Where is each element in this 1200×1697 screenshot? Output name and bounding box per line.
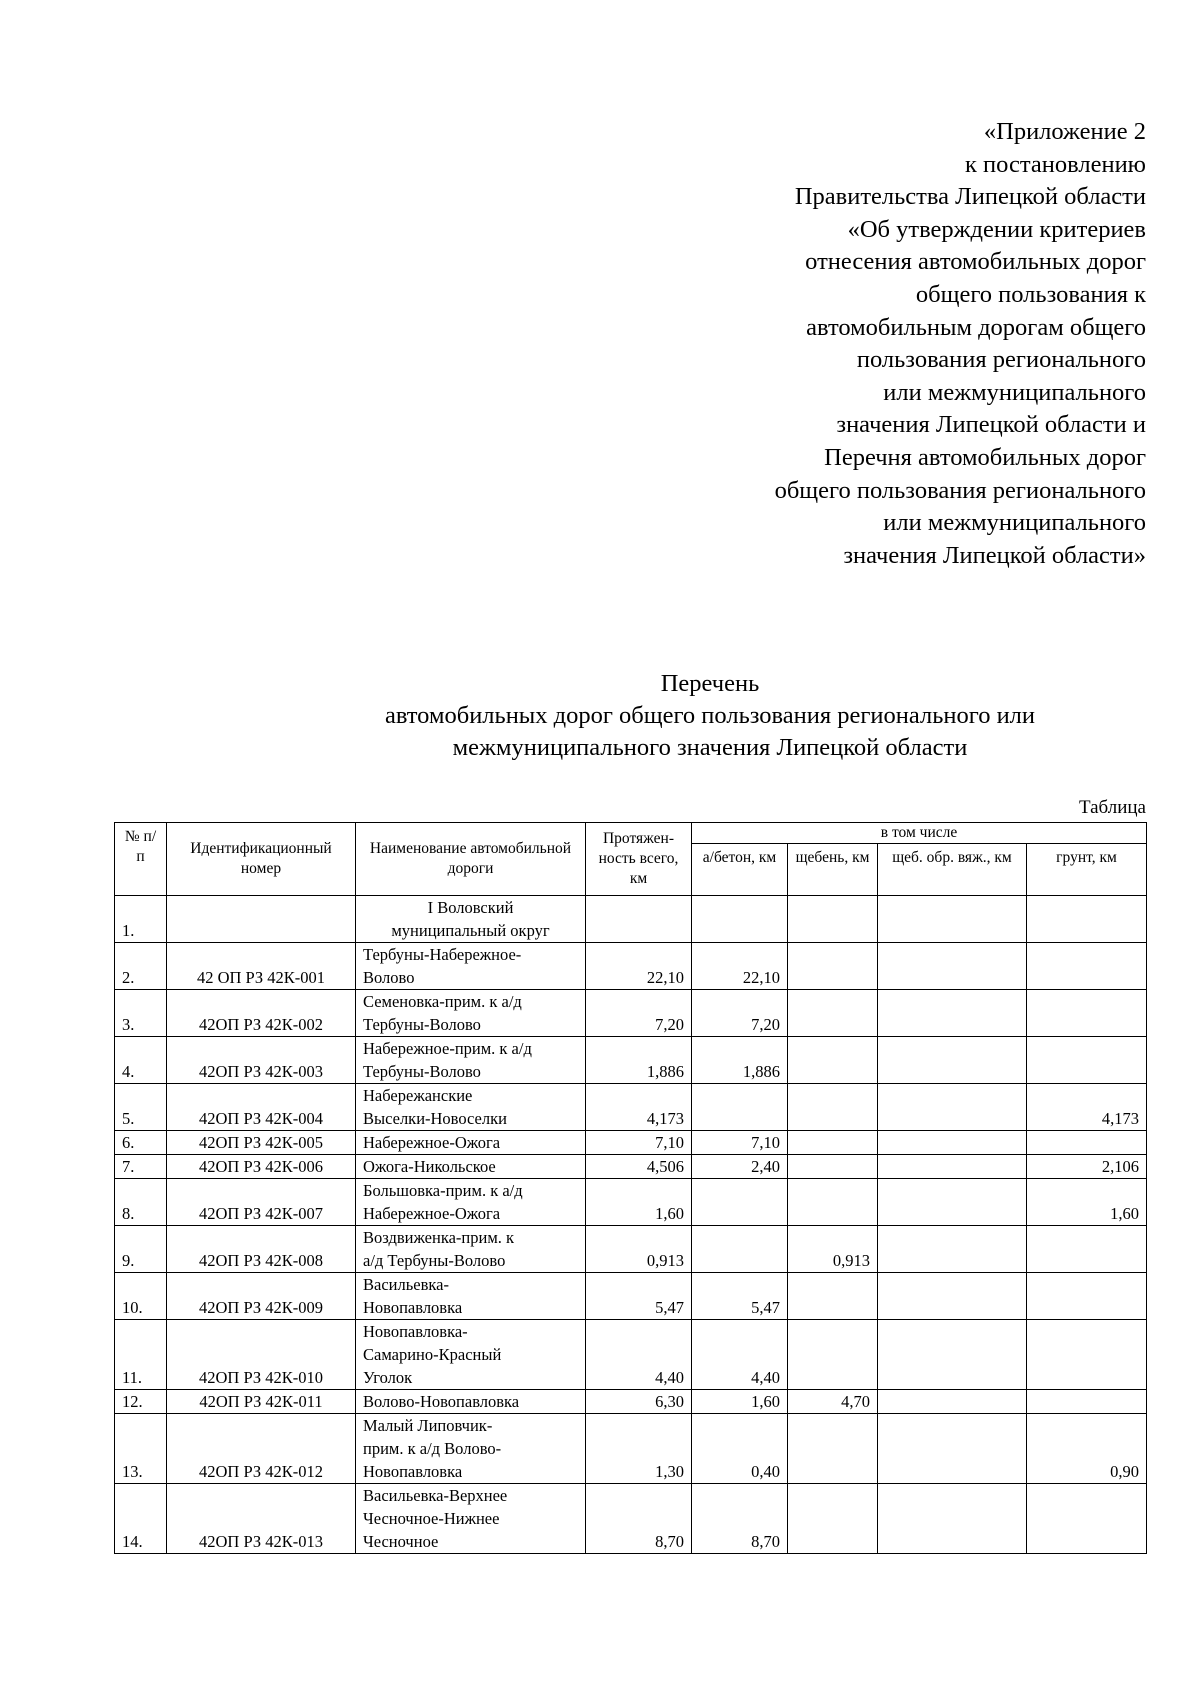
row-treated: [878, 943, 1027, 990]
appendix-line: пользования регионального: [856, 346, 1146, 374]
table-row: [115, 1226, 1147, 1273]
row-number: 13.: [115, 1414, 167, 1484]
row-length: [586, 896, 692, 943]
row-gravel: [788, 1273, 878, 1320]
row-treated: [878, 1179, 1027, 1226]
title-line-3: межмуниципального значения Липецкой области: [452, 734, 968, 761]
row-road-name: [356, 1414, 586, 1484]
row-id: 42ОП РЗ 42К-003: [167, 1037, 356, 1084]
appendix-line: общего пользования к: [915, 280, 1146, 308]
row-number: 8.: [115, 1179, 167, 1226]
road-name-line: I Воловский: [427, 898, 514, 917]
row-id: 42ОП РЗ 42К-009: [167, 1273, 356, 1320]
row-road-name: [356, 990, 586, 1037]
row-gravel: [788, 943, 878, 990]
row-length: 7,20: [586, 990, 692, 1037]
row-soil: [1027, 990, 1147, 1037]
row-treated: [878, 1131, 1027, 1155]
header-asphalt: а/бетон, км: [692, 844, 788, 896]
road-name-line: прим. к а/д Волово-: [363, 1439, 502, 1458]
table-row: [115, 1320, 1147, 1390]
table-row: [115, 1155, 1147, 1179]
appendix-line: значения Липецкой области»: [843, 541, 1146, 569]
header-soil: грунт, км: [1027, 844, 1147, 896]
table-row: [115, 1179, 1147, 1226]
appendix-line: отнесения автомобильных дорог: [805, 248, 1146, 276]
road-name-line: Чесночное: [363, 1532, 439, 1551]
appendix-line: значения Липецкой области и: [836, 411, 1146, 439]
table-row: [115, 1414, 1147, 1484]
row-id: 42ОП РЗ 42К-011: [167, 1390, 356, 1414]
road-name-line: Ожога-Никольское: [363, 1157, 496, 1176]
row-road-name: [356, 1226, 586, 1273]
row-gravel: [788, 990, 878, 1037]
road-name-line: Тербуны-Набережное-: [363, 945, 522, 964]
row-gravel: [788, 1084, 878, 1131]
road-name-line: Тербуны-Волово: [363, 1062, 481, 1081]
road-name-line: Васильевка-: [363, 1275, 449, 1294]
row-soil: 4,173: [1027, 1084, 1147, 1131]
row-treated: [878, 1084, 1027, 1131]
row-gravel: [788, 1320, 878, 1390]
road-name-line: Тербуны-Волово: [363, 1015, 481, 1034]
row-id: 42ОП РЗ 42К-010: [167, 1320, 356, 1390]
row-number: 2.: [115, 943, 167, 990]
row-asphalt: [692, 1084, 788, 1131]
road-name-line: Самарино-Красный: [363, 1345, 502, 1364]
row-id: 42ОП РЗ 42К-008: [167, 1226, 356, 1273]
row-treated: [878, 896, 1027, 943]
header-gravel: щебень, км: [788, 844, 878, 896]
appendix-line: к постановлению: [965, 150, 1146, 178]
row-asphalt: 8,70: [692, 1484, 788, 1554]
header-id: Идентификационный номер: [167, 823, 356, 896]
road-name-line: а/д Тербуны-Волово: [363, 1251, 506, 1270]
row-asphalt: 5,47: [692, 1273, 788, 1320]
row-length: 4,506: [586, 1155, 692, 1179]
row-soil: [1027, 1320, 1147, 1390]
row-asphalt: 1,60: [692, 1390, 788, 1414]
row-asphalt: 7,10: [692, 1131, 788, 1155]
row-id: 42ОП РЗ 42К-012: [167, 1414, 356, 1484]
row-soil: [1027, 896, 1147, 943]
row-treated: [878, 1484, 1027, 1554]
road-name-line: Большовка-прим. к а/д: [363, 1181, 523, 1200]
row-treated: [878, 1273, 1027, 1320]
row-gravel: [788, 1414, 878, 1484]
row-length: 1,886: [586, 1037, 692, 1084]
row-treated: [878, 990, 1027, 1037]
row-number: 9.: [115, 1226, 167, 1273]
row-soil: 2,106: [1027, 1155, 1147, 1179]
row-length: 0,913: [586, 1226, 692, 1273]
row-soil: [1027, 943, 1147, 990]
row-gravel: [788, 1484, 878, 1554]
row-number: 10.: [115, 1273, 167, 1320]
row-soil: [1027, 1037, 1147, 1084]
row-asphalt: 2,40: [692, 1155, 788, 1179]
row-road-name: [356, 896, 586, 943]
row-number: 3.: [115, 990, 167, 1037]
table-row: [115, 1484, 1147, 1554]
appendix-line: Перечня автомобильных дорог: [824, 443, 1146, 471]
row-length: 1,30: [586, 1414, 692, 1484]
row-length: 8,70: [586, 1484, 692, 1554]
header-num: № п/п: [115, 823, 167, 896]
row-length: 22,10: [586, 943, 692, 990]
road-name-line: Новопавловка-: [363, 1322, 468, 1341]
row-length: 7,10: [586, 1131, 692, 1155]
row-treated: [878, 1226, 1027, 1273]
row-asphalt: [692, 896, 788, 943]
row-length: 4,40: [586, 1320, 692, 1390]
row-gravel: [788, 1037, 878, 1084]
appendix-line: автомобильным дорогам общего: [806, 313, 1146, 341]
row-number: 6.: [115, 1131, 167, 1155]
table-row: [115, 990, 1147, 1037]
row-road-name: [356, 1484, 586, 1554]
row-treated: [878, 1414, 1027, 1484]
row-road-name: [356, 1179, 586, 1226]
row-asphalt: 4,40: [692, 1320, 788, 1390]
row-number: 14.: [115, 1484, 167, 1554]
row-asphalt: [692, 1226, 788, 1273]
row-gravel: [788, 896, 878, 943]
row-id: 42ОП РЗ 42К-004: [167, 1084, 356, 1131]
row-treated: [878, 1320, 1027, 1390]
row-length: 5,47: [586, 1273, 692, 1320]
row-soil: [1027, 1484, 1147, 1554]
row-soil: [1027, 1390, 1147, 1414]
roads-table-body: [115, 896, 1147, 1554]
road-name-line: Волово: [363, 968, 415, 987]
row-id: 42ОП РЗ 42К-006: [167, 1155, 356, 1179]
appendix-line: или межмуниципального: [883, 378, 1146, 406]
row-treated: [878, 1155, 1027, 1179]
row-treated: [878, 1037, 1027, 1084]
row-gravel: [788, 1155, 878, 1179]
row-soil: 0,90: [1027, 1414, 1147, 1484]
roads-table: [114, 822, 1147, 1554]
document-title: [300, 668, 1120, 764]
row-treated: [878, 1390, 1027, 1414]
row-id: 42 ОП РЗ 42К-001: [167, 943, 356, 990]
row-road-name: [356, 1390, 586, 1414]
road-name-line: Набережное-Ожога: [363, 1133, 501, 1152]
road-name-line: Малый Липовчик-: [363, 1416, 493, 1435]
road-name-line: Васильевка-Верхнее: [363, 1486, 508, 1505]
road-name-line: Уголок: [363, 1368, 413, 1387]
header-treated: щеб. обр. вяж., км: [878, 844, 1027, 896]
row-id: 42ОП РЗ 42К-007: [167, 1179, 356, 1226]
appendix-line: «Приложение 2: [983, 118, 1146, 145]
table-row: [115, 896, 1147, 943]
road-name-line: Волово-Новопавловка: [363, 1392, 520, 1411]
row-number: 7.: [115, 1155, 167, 1179]
row-soil: [1027, 1131, 1147, 1155]
row-asphalt: 7,20: [692, 990, 788, 1037]
row-length: 1,60: [586, 1179, 692, 1226]
road-name-line: Набережанские: [363, 1086, 473, 1105]
appendix-line: общего пользования регионального: [774, 476, 1146, 504]
row-asphalt: [692, 1179, 788, 1226]
table-row: [115, 1037, 1147, 1084]
title-line-2: автомобильных дорог общего пользования регионального или: [384, 702, 1036, 729]
title-line-1: Перечень: [660, 670, 760, 697]
row-road-name: [356, 1037, 586, 1084]
row-number: 4.: [115, 1037, 167, 1084]
row-number: 11.: [115, 1320, 167, 1390]
row-id: 42ОП РЗ 42К-002: [167, 990, 356, 1037]
row-id: 42ОП РЗ 42К-013: [167, 1484, 356, 1554]
row-number: 12.: [115, 1390, 167, 1414]
appendix-line: Правительства Липецкой области: [794, 183, 1146, 211]
row-number: 1.: [115, 896, 167, 943]
table-row: [115, 1131, 1147, 1155]
row-length: 4,173: [586, 1084, 692, 1131]
row-road-name: [356, 1155, 586, 1179]
road-name-line: Новопавловка: [363, 1298, 463, 1317]
table-label: Таблица: [1078, 797, 1146, 818]
row-asphalt: 1,886: [692, 1037, 788, 1084]
road-name-line: Чесночное-Нижнее: [363, 1509, 500, 1528]
row-soil: [1027, 1273, 1147, 1320]
header-length: Протяжен- ность всего, км: [586, 823, 692, 896]
row-gravel: [788, 1179, 878, 1226]
row-road-name: [356, 1320, 586, 1390]
table-row: [115, 1273, 1147, 1320]
road-name-line: муниципальный округ: [391, 921, 550, 940]
row-asphalt: 0,40: [692, 1414, 788, 1484]
road-name-line: Новопавловка: [363, 1462, 463, 1481]
table-row: [115, 943, 1147, 990]
row-road-name: [356, 1131, 586, 1155]
header-name: Наименование автомобильной дороги: [356, 823, 586, 896]
row-gravel: 0,913: [788, 1226, 878, 1273]
row-road-name: [356, 1084, 586, 1131]
row-soil: [1027, 1226, 1147, 1273]
table-row: [115, 1390, 1147, 1414]
row-gravel: [788, 1131, 878, 1155]
road-name-line: Воздвиженка-прим. к: [363, 1228, 515, 1247]
table-row: [115, 1084, 1147, 1131]
road-name-line: Набережное-Ожога: [363, 1204, 501, 1223]
road-name-line: Выселки-Новоселки: [363, 1109, 507, 1128]
appendix-line: «Об утверждении критериев: [847, 215, 1146, 243]
row-id: 42ОП РЗ 42К-005: [167, 1131, 356, 1155]
row-asphalt: 22,10: [692, 943, 788, 990]
row-road-name: [356, 943, 586, 990]
row-length: 6,30: [586, 1390, 692, 1414]
road-name-line: Семеновка-прим. к а/д: [363, 992, 522, 1011]
row-id: [167, 896, 356, 943]
road-name-line: Набережное-прим. к а/д: [363, 1039, 532, 1058]
appendix-header: [586, 116, 1146, 572]
row-gravel: 4,70: [788, 1390, 878, 1414]
row-soil: 1,60: [1027, 1179, 1147, 1226]
appendix-line: или межмуниципального: [883, 509, 1146, 537]
row-number: 5.: [115, 1084, 167, 1131]
row-road-name: [356, 1273, 586, 1320]
header-including: в том числе: [692, 823, 1147, 844]
